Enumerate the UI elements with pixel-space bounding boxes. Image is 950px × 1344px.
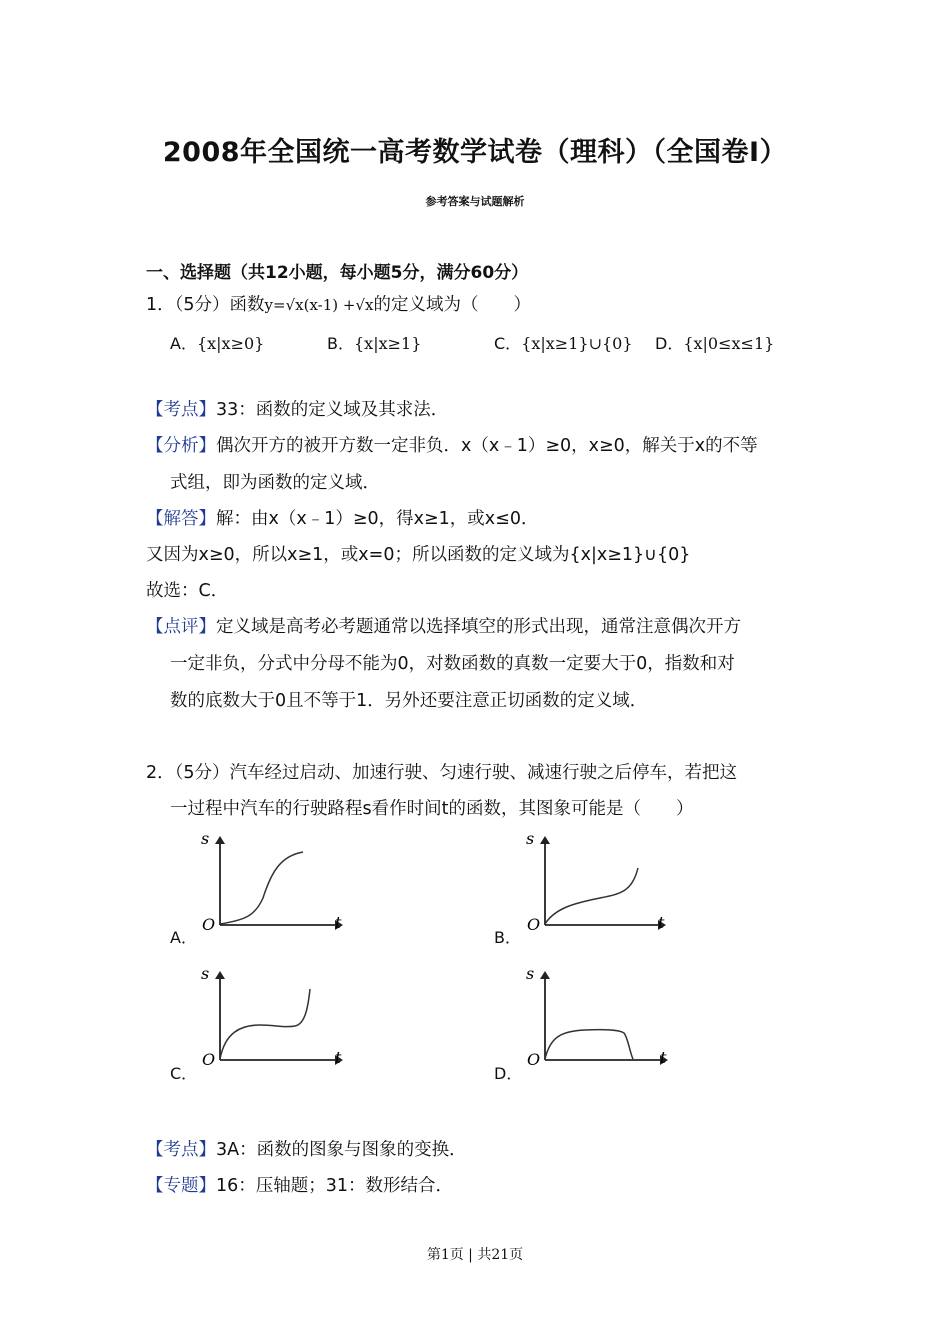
q2-kaodian [146,1138,467,1162]
graph-a-label: A． [170,928,197,947]
q2-stem-1: 2．（5分）汽车经过启动、加速行驶、匀速行驶、减速行驶之后停车，若把这 [146,763,738,783]
t-label: t [658,913,665,932]
s-label: s [201,964,210,983]
s-arrow [215,971,225,979]
t-label: t [660,1048,667,1067]
q1-fenxi-cont: 式组，即为函数的定义域． [170,473,380,493]
kaodian-tag: 【考点】 [146,1140,216,1160]
graph-b [520,828,680,938]
q1-dianping [146,615,741,639]
q1-option-b [327,331,421,354]
option-text: {x|0≤x≤1} [683,334,775,353]
q1-stem-suffix: 的定义域为（ ） [373,295,531,315]
graph-d-label: D． [494,1064,523,1083]
q1-dianping-cont-2: 数的底数大于0且不等于1．另外还要注意正切函数的定义域． [170,691,648,711]
kaodian-text: 33：函数的定义域及其求法． [216,400,449,420]
option-text: {x|x≥1} [353,334,422,353]
q1-jieda [146,507,538,531]
dianping-tag: 【点评】 [146,617,216,637]
jieda-text: 解：由x（x﹣1）≥0，得x≥1，或x≤0． [216,509,539,529]
page-title: 2008年全国统一高考数学试卷（理科）（全国卷Ⅰ） [162,137,788,168]
option-text: {x|x≥0} [196,334,265,353]
q1-guxuan: 故选：C． [146,581,229,601]
s-label: s [201,829,210,848]
dianping-text-1: 定义域是高考必考题通常以选择填空的形式出现，通常注意偶次开方 [216,617,741,637]
curve [220,989,310,1059]
jieda-tag: 【解答】 [146,509,216,529]
q1-youyin: 又因为x≥0，所以x≥1，或x=0；所以函数的定义域为{x|x≥1}∪{0} [146,545,691,565]
fenxi-text-1: 偶次开方的被开方数一定非负．x（x﹣1）≥0，x≥0，解关于x的不等 [216,436,758,456]
curve [220,852,303,924]
q1-formula: y=√x(x-1) +√x [264,296,374,314]
s-arrow [540,836,550,844]
q1-stem [146,293,531,317]
t-label: t [335,913,342,932]
graph-d [520,963,680,1073]
option-label: B． [327,334,354,353]
page-footer: 第1页 | 共21页 [426,1247,524,1263]
q1-kaodian [146,398,448,422]
page-subtitle: 参考答案与试题解析 [425,195,525,208]
origin-label: O [202,915,216,934]
graph-b-label: B． [494,928,521,947]
zhuanti-text: 16：压轴题；31：数形结合． [216,1176,454,1196]
s-label: s [526,829,535,848]
s-arrow [215,836,225,844]
fenxi-tag: 【分析】 [146,436,216,456]
q1-option-a [170,331,264,354]
q2-stem-2: 一过程中汽车的行驶路程s看作时间t的函数，其图象可能是（ ） [170,799,694,819]
q1-stem-prefix: 1．（5分）函数 [146,295,265,315]
q2-zhuanti [146,1174,453,1198]
t-label: t [335,1048,342,1067]
section-heading: 一、选择题（共12小题，每小题5分，满分60分） [146,263,529,283]
origin-label: O [527,915,541,934]
q1-option-d [655,331,774,354]
origin-label: O [202,1050,216,1069]
graph-c-label: C． [170,1064,198,1083]
s-arrow [540,971,550,979]
curve [545,868,638,924]
curve [545,1030,633,1059]
s-label: s [526,964,535,983]
kaodian-text: 3A：函数的图象与图象的变换． [216,1140,467,1160]
graph-c [195,963,355,1073]
kaodian-tag: 【考点】 [146,400,216,420]
option-label: D． [655,334,684,353]
option-label: A． [170,334,197,353]
q1-option-c [494,331,633,354]
zhuanti-tag: 【专题】 [146,1176,216,1196]
graph-a [195,828,355,938]
q1-dianping-cont-1: 一定非负，分式中分母不能为0，对数函数的真数一定要大于0，指数和对 [170,654,735,674]
origin-label: O [527,1050,541,1069]
option-text: {x|x≥1}∪{0} [521,334,633,353]
q1-fenxi [146,434,758,458]
option-label: C． [494,334,522,353]
